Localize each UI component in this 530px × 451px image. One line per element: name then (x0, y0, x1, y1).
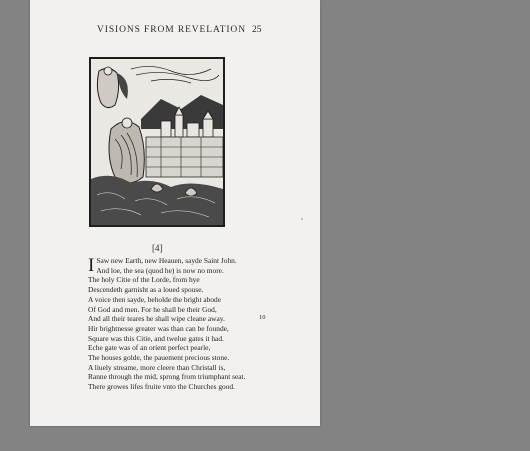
dropcap: I (88, 255, 95, 276)
poem-line: Eche gate was of an orient perfect pearle, (88, 343, 211, 353)
poem-line: And all their teares he shall wipe cleane away. (88, 314, 225, 324)
poem-line: The holy Citie of the Lorde, from hye (88, 275, 200, 285)
paper-speck (301, 218, 303, 220)
poem-text (88, 256, 318, 392)
page-number: 25 (252, 25, 262, 35)
poem-line: There growes lifes fruite vnto the Churches good. (88, 382, 235, 392)
poem-line: Saw new Earth, new Heauen, sayde Saint John. (96, 256, 237, 265)
poem-line: Descendeth garnisht as a loued spouse. (88, 285, 204, 295)
book-page (30, 0, 320, 426)
poem-line: Square was this Citie, and twelue gates it had. (88, 333, 224, 343)
poem-line: A voice then sayde, beholde the bright abode (88, 294, 221, 304)
running-head: VISIONS FROM REVELATION (97, 25, 246, 35)
poem-line: Hir brightnesse greater was than can be founde, (88, 323, 229, 333)
poem-line: And loe, the sea (quod he) is now no more. (96, 265, 224, 275)
poem-number: [4] (152, 243, 163, 253)
poem-line: Of God and men. For he shall be their God, (88, 304, 217, 314)
poem-line: The houses golde, the pauement precious stone. (88, 353, 230, 363)
line-number: 10 (259, 314, 266, 321)
woodcut-illustration (89, 57, 225, 227)
poem-line: A liuely streame, more cleere than Christall is, (88, 362, 226, 372)
poem-line: Ranne through the mid, sprong from triumphant seat. (88, 372, 246, 382)
